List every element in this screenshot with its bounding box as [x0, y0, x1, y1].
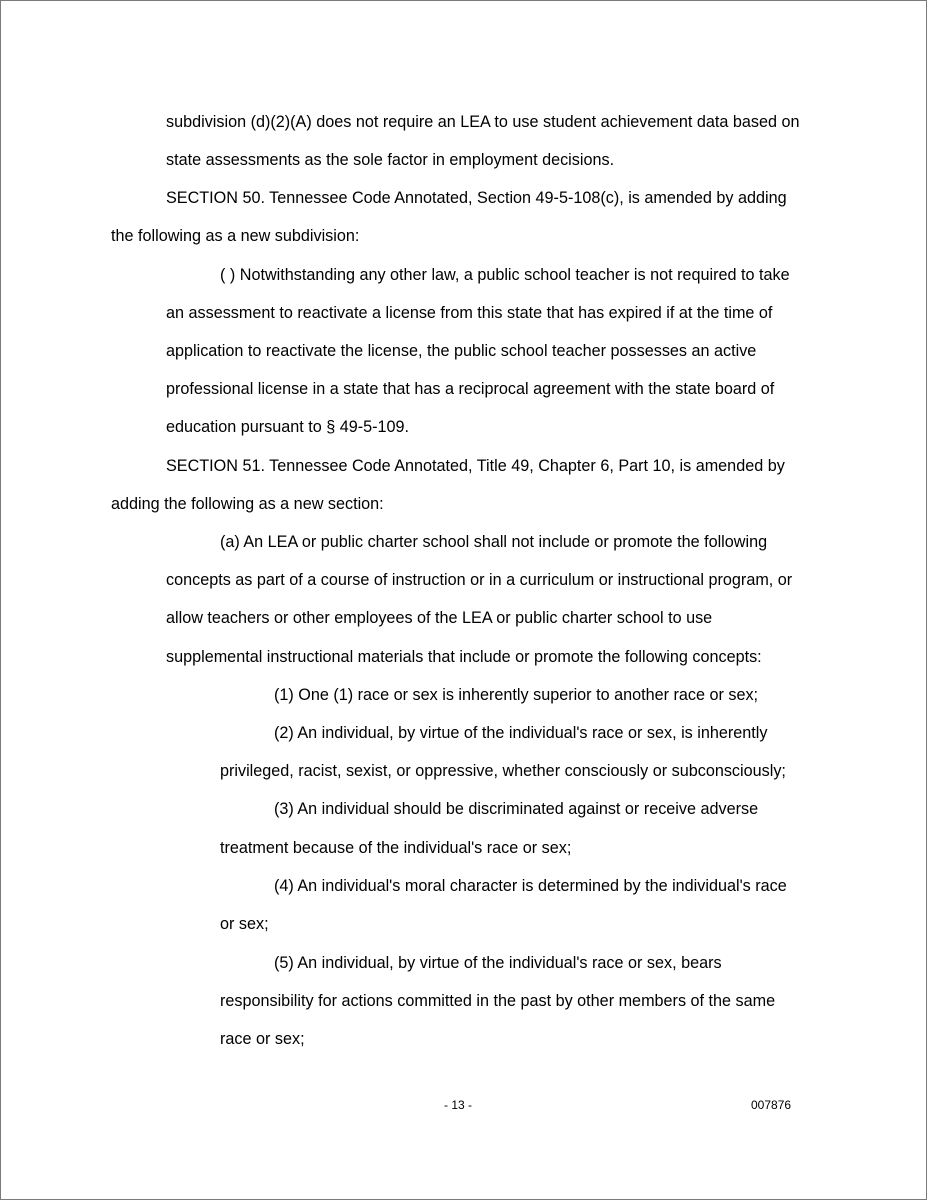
text-line: (a) An LEA or public charter school shall not include or promote the following	[220, 533, 768, 551]
page-number: - 13 -	[444, 1098, 473, 1112]
text-line: the following as a new subdivision:	[111, 227, 360, 245]
text-line: allow teachers or other employees of the LEA or public charter school to use	[166, 609, 713, 627]
text-line: or sex;	[220, 915, 269, 933]
text-line: race or sex;	[220, 1030, 305, 1048]
text-line: education pursuant to § 49-5-109.	[166, 418, 409, 436]
text-line: adding the following as a new section:	[111, 495, 384, 513]
list-item: (1) One (1) race or sex is inherently superior to another race or sex;	[274, 686, 759, 704]
section-51-heading: SECTION 51. Tennessee Code Annotated, Title 49, Chapter 6, Part 10, is amended by	[166, 457, 785, 475]
text-line: concepts as part of a course of instruction or in a curriculum or instructional program, or	[166, 571, 793, 589]
text-line: treatment because of the individual's race or sex;	[220, 839, 572, 857]
text-line: ( ) Notwithstanding any other law, a public school teacher is not required to take	[220, 266, 790, 284]
text-line: state assessments as the sole factor in employment decisions.	[166, 151, 615, 169]
text-line: responsibility for actions committed in the past by other members of the same	[220, 992, 776, 1010]
text-line: an assessment to reactivate a license from this state that has expired if at the time of	[166, 304, 773, 322]
text-line: supplemental instructional materials that include or promote the following concepts:	[166, 648, 762, 666]
text-line: privileged, racist, sexist, or oppressive, whether consciously or subconsciously;	[220, 762, 786, 780]
list-item: (5) An individual, by virtue of the individual's race or sex, bears	[274, 954, 722, 972]
list-item: (2) An individual, by virtue of the individual's race or sex, is inherently	[274, 724, 768, 742]
text-line: professional license in a state that has a reciprocal agreement with the state board of	[166, 380, 775, 398]
text-line: application to reactivate the license, the public school teacher possesses an active	[166, 342, 757, 360]
section-50-heading: SECTION 50. Tennessee Code Annotated, Section 49-5-108(c), is amended by adding	[166, 189, 787, 207]
text-line: subdivision (d)(2)(A) does not require an LEA to use student achievement data based on	[166, 113, 800, 131]
list-item: (3) An individual should be discriminated against or receive adverse	[274, 800, 759, 818]
document-code: 007876	[751, 1098, 792, 1112]
list-item: (4) An individual's moral character is determined by the individual's race	[274, 877, 787, 895]
